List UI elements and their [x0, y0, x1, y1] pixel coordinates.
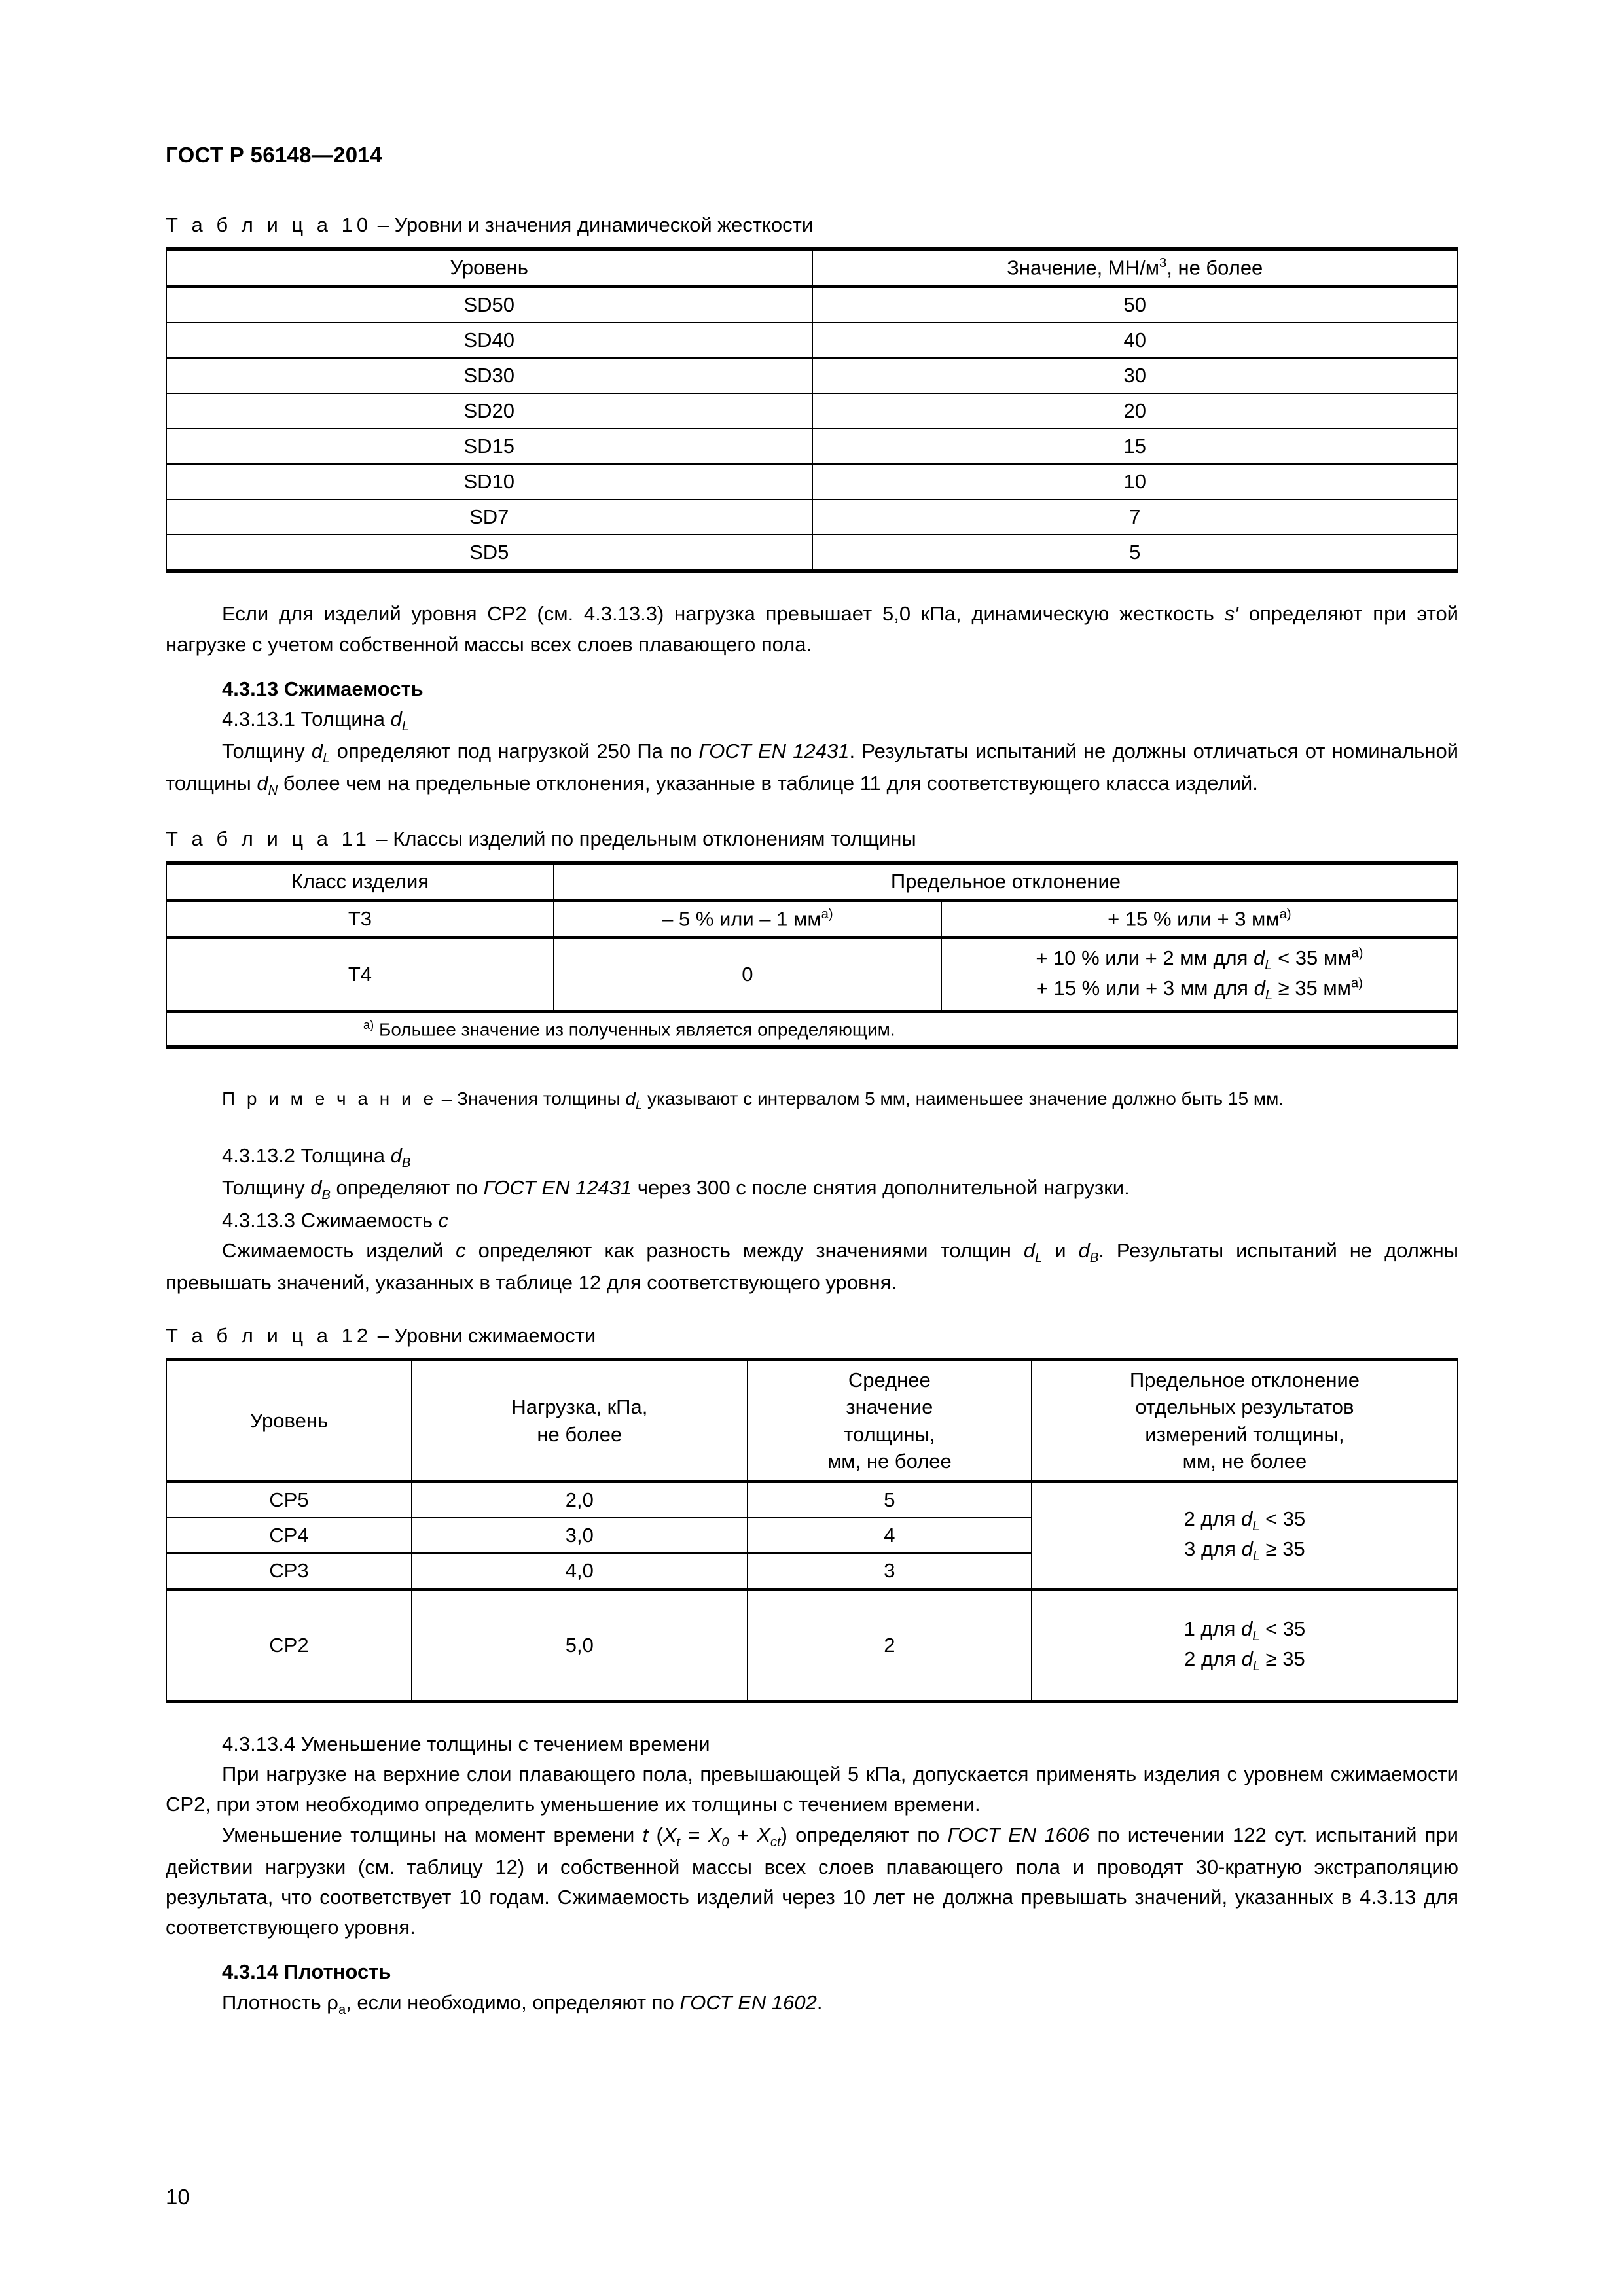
- paragraph-cp2-part2: определяют при этой нагрузке с учетом собственной массы всех слоев плавающего пола.: [166, 602, 1458, 656]
- table-row: [166, 323, 1458, 358]
- table-row: [166, 1589, 1458, 1701]
- dev2-line-2: [1039, 1645, 1451, 1676]
- table-row: [166, 287, 1458, 323]
- paragraph-4-3-13-4-first: При нагрузке на верхние слои плавающего пола, превышающей 5 кПа, допускается применять изделия с уровнем сжимаемости CP2, при этом необходимо определить уменьшение их толщины с течением времени.: [166, 1763, 1458, 1816]
- note-dash: –: [437, 1088, 458, 1109]
- table-11-cell-negative: 0: [554, 937, 941, 1011]
- thickness-dl-symbol: [1241, 1647, 1261, 1674]
- table-row: [166, 429, 1458, 464]
- table-12-col-deviation-line: Предельное отклонение: [1129, 1369, 1360, 1392]
- p5-part2: , если необходимо, определяют по: [346, 1990, 680, 2014]
- heading-4-3-13-2: [166, 1141, 1458, 1173]
- thickness-dl-base: d: [1241, 1617, 1253, 1640]
- thickness-db-sub: B: [401, 1156, 411, 1171]
- thickness-dn-base: d: [257, 772, 268, 795]
- table-10-col-value-exponent: 3: [1159, 256, 1167, 270]
- thickness-dl-symbol: [311, 740, 331, 766]
- p1-part2: определяют под нагрузкой 250 Па по: [330, 740, 699, 763]
- thickness-dl-symbol: [1241, 1537, 1261, 1564]
- thickness-dl-sub: L: [1265, 958, 1272, 973]
- t4-line-2-post: ≥ 35 мм: [1272, 976, 1351, 999]
- table-row: [166, 358, 1458, 393]
- thickness-db-symbol: [390, 1144, 411, 1171]
- t4-line-1-post: < 35 мм: [1272, 946, 1352, 969]
- heading-4-3-13-1-prefix: 4.3.13.1 Толщина: [222, 707, 391, 730]
- thickness-dl-base: d: [1241, 1537, 1253, 1560]
- xct-sub: ct: [770, 1835, 781, 1850]
- table-10-cell-value: 20: [812, 393, 1458, 429]
- thickness-dl-symbol: [390, 707, 410, 734]
- thickness-dl-base: d: [1254, 976, 1265, 999]
- table-10-header-row: [166, 249, 1458, 287]
- p4-equals: =: [680, 1823, 708, 1846]
- thickness-dl-symbol: [1241, 1507, 1260, 1534]
- dev1-line-1-post: < 35: [1259, 1507, 1306, 1530]
- thickness-dl-sub: L: [1252, 1549, 1261, 1564]
- reference-gost-en-1602: ГОСТ EN 1602: [679, 1990, 817, 2014]
- table-12-header-row: [166, 1360, 1458, 1482]
- table-11-caption-label: Т а б л и ц а 11: [166, 827, 370, 850]
- p5-part1: Плотность ρ: [222, 1990, 338, 2014]
- table-12-col-deviation-line: отдельных результатов: [1135, 1395, 1354, 1419]
- heading-4-3-13: 4.3.13 Сжимаемость: [222, 677, 424, 700]
- table-12-col-level: Уровень: [166, 1360, 412, 1482]
- table-row: [166, 393, 1458, 429]
- p3-part4: . Результаты испытаний не должны превышать значений, указанных в таблице 12 для соответствующего уровня.: [166, 1238, 1458, 1294]
- footnote-ref-a: а): [821, 906, 833, 922]
- t4-line-2-pre: + 15 % или + 3 мм для: [1036, 976, 1254, 999]
- p4-plus: +: [729, 1823, 757, 1846]
- table-12-caption-label: Т а б л и ц а 12: [166, 1324, 372, 1348]
- table-10-caption-title: Уровни и значения динамической жесткости: [394, 213, 814, 236]
- table-10-cell-level: SD40: [166, 323, 812, 358]
- dev1-line-2-pre: 3 для: [1184, 1537, 1242, 1560]
- table-10-cell-value: 10: [812, 464, 1458, 499]
- p1-part4: более чем на предельные отклонения, указанные в таблице 11 для соответствующего класса изделий.: [278, 772, 1258, 795]
- thickness-dl-base: d: [311, 740, 323, 763]
- table-10-cell-level: SD50: [166, 287, 812, 323]
- heading-4-3-13-1: [166, 704, 1458, 736]
- table-11-footnote-row: [166, 1011, 1458, 1047]
- thickness-db-sub: B: [1089, 1250, 1099, 1265]
- table-10-cell-level: SD30: [166, 358, 812, 393]
- t4-line-1: [948, 944, 1451, 975]
- dev2-line-1: [1039, 1615, 1451, 1645]
- thickness-dl-symbol: [1254, 976, 1273, 1003]
- table-10-col-value-prefix: Значение, МН/м: [1007, 256, 1160, 279]
- compressibility-symbol: c: [438, 1208, 449, 1232]
- paragraph-4-3-14: [166, 1988, 1458, 2020]
- table-12-cell-load: 5,0: [412, 1589, 748, 1701]
- table-11-caption: [166, 827, 1458, 851]
- p3-part1: Сжимаемость изделий: [222, 1238, 456, 1262]
- thickness-dl-symbol: [1023, 1238, 1043, 1265]
- table-12-cell-load: 2,0: [412, 1481, 748, 1518]
- dynamic-stiffness-symbol: s′: [1224, 602, 1238, 626]
- table-10-col-value-suffix: , не более: [1166, 256, 1263, 279]
- thickness-dl-base: d: [625, 1088, 636, 1109]
- table-10-cell-level: SD5: [166, 535, 812, 571]
- note-thickness-interval: [166, 1085, 1458, 1115]
- table-12-cell-level: CP3: [166, 1553, 412, 1590]
- footnote-ref-a: а): [1279, 906, 1291, 922]
- table-10: [166, 247, 1458, 573]
- paragraph-4-3-13-2: [166, 1173, 1458, 1205]
- reference-gost-en-12431: ГОСТ EN 12431: [698, 740, 850, 763]
- table-row: [166, 900, 1458, 937]
- table-12: [166, 1358, 1458, 1703]
- thickness-db-sub: B: [321, 1188, 331, 1203]
- footnote-ref-a: а): [1351, 946, 1363, 961]
- table-12-col-mean-line: Среднее: [848, 1369, 931, 1392]
- footnote-text: Большее значение из полученных является определяющим.: [374, 1019, 895, 1040]
- footnote-marker-a: а): [363, 1018, 374, 1031]
- thickness-db-base: d: [1078, 1238, 1090, 1262]
- time-symbol: t: [642, 1823, 649, 1846]
- thickness-dl-base: d: [390, 707, 402, 730]
- table-11-footnote: [166, 1011, 1458, 1047]
- thickness-dl-sub: L: [636, 1098, 643, 1112]
- xct-symbol: [757, 1823, 781, 1850]
- thickness-db-base: d: [310, 1176, 322, 1200]
- table-12-caption-title: Уровни сжимаемости: [394, 1324, 596, 1348]
- reference-gost-en-12431: ГОСТ EN 12431: [483, 1176, 632, 1200]
- thickness-dl-sub: L: [401, 719, 410, 734]
- thickness-dl-sub: L: [1265, 988, 1273, 1003]
- table-10-caption-label: Т а б л и ц а 10: [166, 213, 372, 236]
- note-part2: указывают с интервалом 5 мм, наименьшее значение должно быть 15 мм.: [642, 1088, 1284, 1109]
- table-row: [166, 937, 1458, 1011]
- table-row: [166, 499, 1458, 535]
- footnote-ref-a: а): [1351, 976, 1363, 991]
- table-12-caption: [166, 1324, 1458, 1348]
- p5-part3: .: [816, 1990, 823, 2014]
- table-12-cell-level: CP5: [166, 1481, 412, 1518]
- thickness-dl-base: d: [1241, 1647, 1253, 1670]
- dev1-line-2-post: ≥ 35: [1260, 1537, 1305, 1560]
- xt-sub: t: [676, 1835, 681, 1850]
- table-12-caption-dash: –: [372, 1324, 395, 1348]
- thickness-dl-base: d: [1023, 1238, 1036, 1262]
- heading-4-3-13-4: 4.3.13.4 Уменьшение толщины с течением времени: [222, 1732, 710, 1755]
- paragraph-cp2-load: [166, 599, 1458, 659]
- table-11-cell-positive: [941, 900, 1458, 937]
- p4-part4: по истечении 122 сут. испытаний при действии нагрузки (см. таблицу 12) и собственной массы всех слоев плавающего пола и проводят 30-кратную экстраполяцию результата, что соответствует 10 годам. Сжимаемость изделий через 10 лет не должна превышать значений, указанных в 4.3.13 для соответствующего уровня.: [166, 1823, 1458, 1939]
- table-12-col-mean-line: значение: [846, 1395, 933, 1419]
- dev2-line-2-post: ≥ 35: [1260, 1647, 1305, 1670]
- x0-base: X: [708, 1823, 722, 1846]
- table-11-col-class: Класс изделия: [166, 863, 554, 900]
- table-10-col-value: [812, 249, 1458, 287]
- p2-part2: определяют по: [330, 1176, 484, 1200]
- thickness-dl-symbol: [1254, 946, 1272, 973]
- thickness-dn-symbol: [257, 772, 278, 798]
- thickness-dl-symbol: [625, 1088, 643, 1112]
- thickness-dl-sub: L: [323, 751, 331, 766]
- table-11-cell-negative: [554, 900, 941, 937]
- table-12-cell-level: CP2: [166, 1589, 412, 1701]
- heading-4-3-13-3: [166, 1206, 1458, 1236]
- table-10-cell-level: SD7: [166, 499, 812, 535]
- thickness-dl-base: d: [1254, 946, 1265, 969]
- xct-base: X: [757, 1823, 770, 1846]
- dev2-line-1-pre: 1 для: [1183, 1617, 1242, 1640]
- paragraph-4-3-13-1: [166, 736, 1458, 800]
- table-10-cell-level: SD20: [166, 393, 812, 429]
- table-10-cell-level: SD10: [166, 464, 812, 499]
- t4-line-1-pre: + 10 % или + 2 мм для: [1036, 946, 1254, 969]
- table-12-cell-mean: 5: [748, 1481, 1032, 1518]
- table-11-cell-positive: [941, 937, 1458, 1011]
- paragraph-cp2-part1: Если для изделий уровня CP2 (см. 4.3.13.3) нагрузка превышает 5,0 кПа, динамическую жесткость: [222, 602, 1225, 626]
- heading-4-3-13-3-prefix: 4.3.13.3 Сжимаемость: [222, 1208, 439, 1232]
- table-12-col-deviation-line: измерений толщины,: [1145, 1422, 1344, 1446]
- table-10-cell-value: 15: [812, 429, 1458, 464]
- table-row: [166, 535, 1458, 571]
- x0-symbol: [708, 1823, 729, 1850]
- table-12-col-load: [412, 1360, 748, 1482]
- table-row: [166, 464, 1458, 499]
- p3-part3: и: [1042, 1238, 1079, 1262]
- heading-4-3-13-2-prefix: 4.3.13.2 Толщина: [222, 1144, 391, 1168]
- table-12-col-mean-thickness: [748, 1360, 1032, 1482]
- table-10-caption-dash: –: [372, 213, 395, 236]
- document-header: ГОСТ Р 56148—2014: [166, 143, 382, 167]
- reference-gost-en-1606: ГОСТ EN 1606: [947, 1823, 1090, 1846]
- table-11: [166, 861, 1458, 1049]
- table-12-cell-load: 3,0: [412, 1518, 748, 1553]
- xt-base: X: [662, 1823, 677, 1846]
- p2-part1: Толщину: [222, 1176, 311, 1200]
- paragraph-4-3-13-3: [166, 1236, 1458, 1298]
- thickness-dl-base: d: [1241, 1507, 1253, 1530]
- xt-symbol: [662, 1823, 681, 1850]
- thickness-db-symbol: [310, 1176, 331, 1203]
- p2-part3: через 300 с после снятия дополнительной нагрузки.: [632, 1176, 1130, 1200]
- t3-neg-text: – 5 % или – 1 мм: [662, 906, 821, 930]
- table-12-col-deviation: [1032, 1360, 1458, 1482]
- table-10-col-level: Уровень: [166, 249, 812, 287]
- table-11-cell-class: T3: [166, 900, 554, 937]
- dev2-line-2-pre: 2 для: [1184, 1647, 1242, 1670]
- thickness-dl-sub: L: [1252, 1519, 1260, 1534]
- table-12-cell-mean: 4: [748, 1518, 1032, 1553]
- t3-pos-text: + 15 % или + 3 мм: [1108, 906, 1280, 930]
- table-12-cell-load: 4,0: [412, 1553, 748, 1590]
- dev1-line-2: [1039, 1535, 1451, 1566]
- table-12-col-load-line: не более: [537, 1422, 623, 1446]
- table-12-col-mean-line: мм, не более: [827, 1449, 952, 1473]
- p1-part1: Толщину: [222, 740, 312, 763]
- table-10-cell-value: 50: [812, 287, 1458, 323]
- thickness-dn-sub: N: [268, 783, 278, 798]
- p1-part3: . Результаты испытаний не должны отличаться от номинальной толщины: [166, 740, 1459, 795]
- note-label: П р и м е ч а н и е: [222, 1088, 437, 1109]
- p4-paren-close: ) определяют по: [780, 1823, 948, 1846]
- note-part1: Значения толщины: [457, 1088, 626, 1109]
- thickness-dl-symbol: [1241, 1617, 1260, 1644]
- thickness-dl-sub: L: [1252, 1659, 1261, 1674]
- table-10-caption: [166, 213, 1458, 237]
- p4-paren-open: (: [648, 1823, 663, 1846]
- dev1-line-1-pre: 2 для: [1183, 1507, 1242, 1530]
- table-10-cell-level: SD15: [166, 429, 812, 464]
- dev1-line-1: [1039, 1505, 1451, 1535]
- p4-part1: Уменьшение толщины на момент времени: [222, 1823, 643, 1846]
- table-12-cell-deviation-group-1: [1032, 1481, 1458, 1589]
- page-number: 10: [166, 2185, 190, 2209]
- table-10-cell-value: 5: [812, 535, 1458, 571]
- table-12-cell-level: CP4: [166, 1518, 412, 1553]
- table-12-cell-deviation-group-2: [1032, 1589, 1458, 1701]
- dev2-line-1-post: < 35: [1259, 1617, 1306, 1640]
- density-subscript: a: [338, 2002, 346, 2017]
- table-12-col-deviation-line: мм, не более: [1182, 1449, 1307, 1473]
- table-12-cell-mean: 3: [748, 1553, 1032, 1590]
- thickness-db-base: d: [390, 1144, 402, 1168]
- table-12-col-mean-line: толщины,: [844, 1422, 935, 1446]
- table-10-cell-value: 7: [812, 499, 1458, 535]
- table-10-cell-value: 40: [812, 323, 1458, 358]
- thickness-dl-sub: L: [1035, 1250, 1043, 1265]
- table-row: [166, 1481, 1458, 1518]
- x0-sub: 0: [721, 1835, 729, 1850]
- heading-4-3-14: 4.3.14 Плотность: [222, 1960, 391, 1984]
- table-11-caption-title: Классы изделий по предельным отклонениям толщины: [393, 827, 916, 850]
- table-11-col-deviation: Предельное отклонение: [554, 863, 1458, 900]
- thickness-db-symbol: [1078, 1238, 1099, 1265]
- table-11-cell-class: T4: [166, 937, 554, 1011]
- table-12-col-load-line: Нагрузка, кПа,: [511, 1395, 648, 1419]
- table-11-caption-dash: –: [370, 827, 393, 850]
- p3-part2: определяют как разность между значениями толщин: [465, 1238, 1024, 1262]
- table-11-header-row: [166, 863, 1458, 900]
- t4-line-2: [948, 975, 1451, 1005]
- table-12-cell-mean: 2: [748, 1589, 1032, 1701]
- compressibility-symbol: c: [456, 1238, 466, 1262]
- paragraph-4-3-13-4-second: [166, 1820, 1458, 1943]
- thickness-dl-sub: L: [1252, 1629, 1260, 1644]
- table-10-cell-value: 30: [812, 358, 1458, 393]
